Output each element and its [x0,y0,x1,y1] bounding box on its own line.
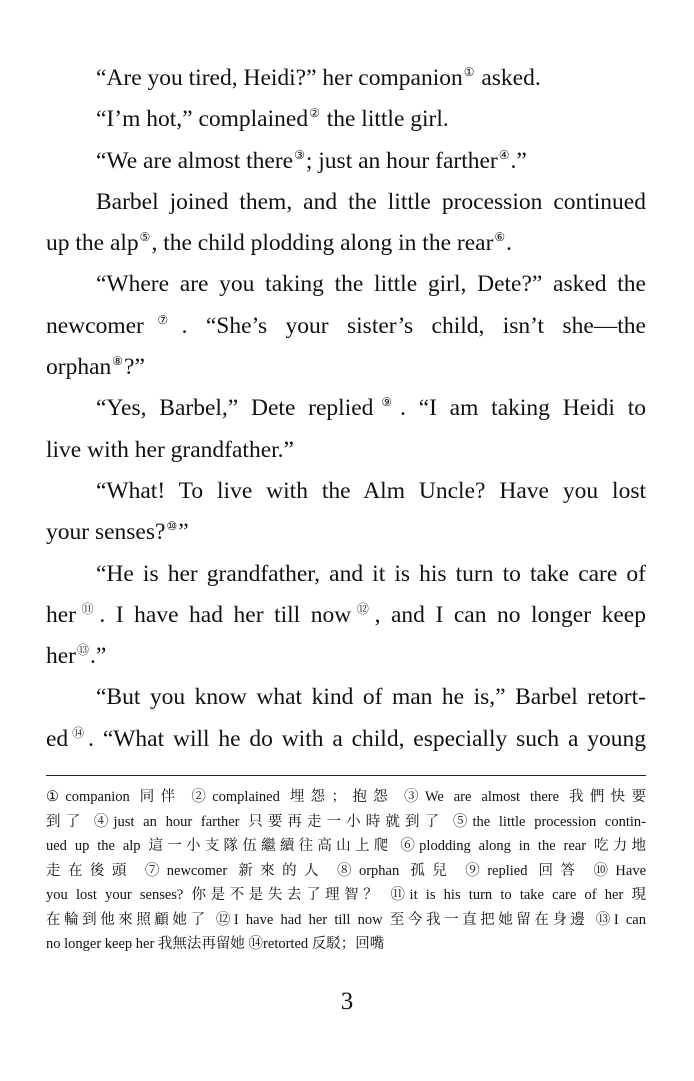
text-line [46,99,646,140]
footnotes [46,785,646,957]
footnote-marker: ⑦ [144,312,181,327]
text-segment: . [506,230,513,257]
footnote-marker: ⑧ [112,354,124,369]
text-segment: the little girl. [320,106,449,133]
text-line [46,182,646,223]
text-line [46,58,646,99]
footnote-marker: ⑭ [69,725,88,740]
text-segment: her [46,643,77,670]
page-number: 3 [340,988,354,1015]
footnote-line: 在輪到他來照顧她了 ⑫I have had her till now 至今我一直把她留在身邊 ⑬I can [46,911,646,928]
footnote-marker: ② [309,106,320,121]
footnote-line: no longer keep her 我無法再留她 ⑭retorted 反駁；回嘴 [46,936,385,952]
text-segment: “I’m hot,” complained [96,106,309,133]
text-segment: newcomer [46,312,144,339]
text-segment: “What! To live with the Alm Uncle? Have you lost [96,477,646,504]
text-line [46,306,646,347]
text-segment: ed [46,725,69,752]
text-segment: “Are you tired, Heidi?” her companion [96,65,463,91]
footnote-marker: ③ [294,147,305,162]
text-segment: .” [510,147,527,174]
footnote-marker: ⑨ [374,395,399,410]
text-segment: “He is her grandfather, and it is his turn to take care of [96,560,646,587]
text-segment: Barbel joined them, and the little procession continued [96,188,646,215]
text-line [46,471,646,512]
text-segment: asked. [475,65,541,91]
footnote-marker: ⑪ [77,601,99,616]
text-line [46,636,646,677]
text-line [46,512,646,553]
footnote-marker: ⑬ [77,643,90,658]
text-line [46,347,646,388]
text-segment: ” [178,519,189,546]
text-segment: her [46,601,77,628]
story-text [46,58,646,760]
footnote-line: 走在後頭 ⑦newcomer 新來的人 ⑧orphan 孤兒 ⑨replied 回答 ⑩Have [46,862,646,879]
text-segment: your senses? [46,519,166,546]
text-segment: live with her grandfather.” [46,436,294,463]
text-segment: . “I am taking Heidi to [399,395,646,422]
text-line [46,677,646,718]
text-segment: “Yes, Barbel,” Dete replied [96,395,374,422]
footnote-line: ①companion 同伴 ②complained 埋怨；抱怨 ③We are almost there 我們快要 [46,789,646,805]
text-segment: “Where are you taking the little girl, Dete?” asked the [96,271,646,298]
text-line [46,388,646,429]
footnote-marker: ⑩ [166,519,178,534]
text-line [46,719,646,760]
text-line [46,223,646,264]
footnote-marker: ④ [498,147,510,162]
text-segment: ?” [124,354,145,381]
footnote-marker: ① [463,65,475,79]
footnote-line: you lost your senses? 你是不是失去了理智？ ⑪it is his turn to take care of her 現 [46,887,646,903]
footnote-marker: ⑤ [139,230,151,245]
footnote-divider [46,775,646,776]
text-segment: . “What will he do with a child, especially such a young [88,725,646,752]
text-line [46,430,646,471]
text-segment: “But you know what kind of man he is,” Barbel retort- [96,684,646,711]
text-segment: , the child plodding along in the rear [151,230,494,257]
text-line [46,595,646,636]
text-segment: “We are almost there [96,147,294,174]
text-segment: . “She’s your sister’s child, isn’t she—the [181,312,646,339]
text-line [46,554,646,595]
footnote-line: ued up the alp 這一小支隊伍繼續往高山上爬 ⑥plodding along in the rear 吃力地 [46,838,646,854]
text-segment: .” [90,643,107,670]
text-line [46,141,646,182]
text-line [46,264,646,305]
text-segment: ; just an hour farther [305,147,498,174]
text-segment: , and I can no longer keep [374,601,646,628]
footnote-line: 到了 ④just an hour farther 只要再走一小時就到了 ⑤the little procession contin- [46,813,646,830]
text-segment: up the alp [46,230,139,257]
footnote-marker: ⑫ [352,601,374,616]
text-segment: orphan [46,354,112,381]
footnote-marker: ⑥ [494,230,506,245]
text-segment: . I have had her till now [99,601,352,628]
